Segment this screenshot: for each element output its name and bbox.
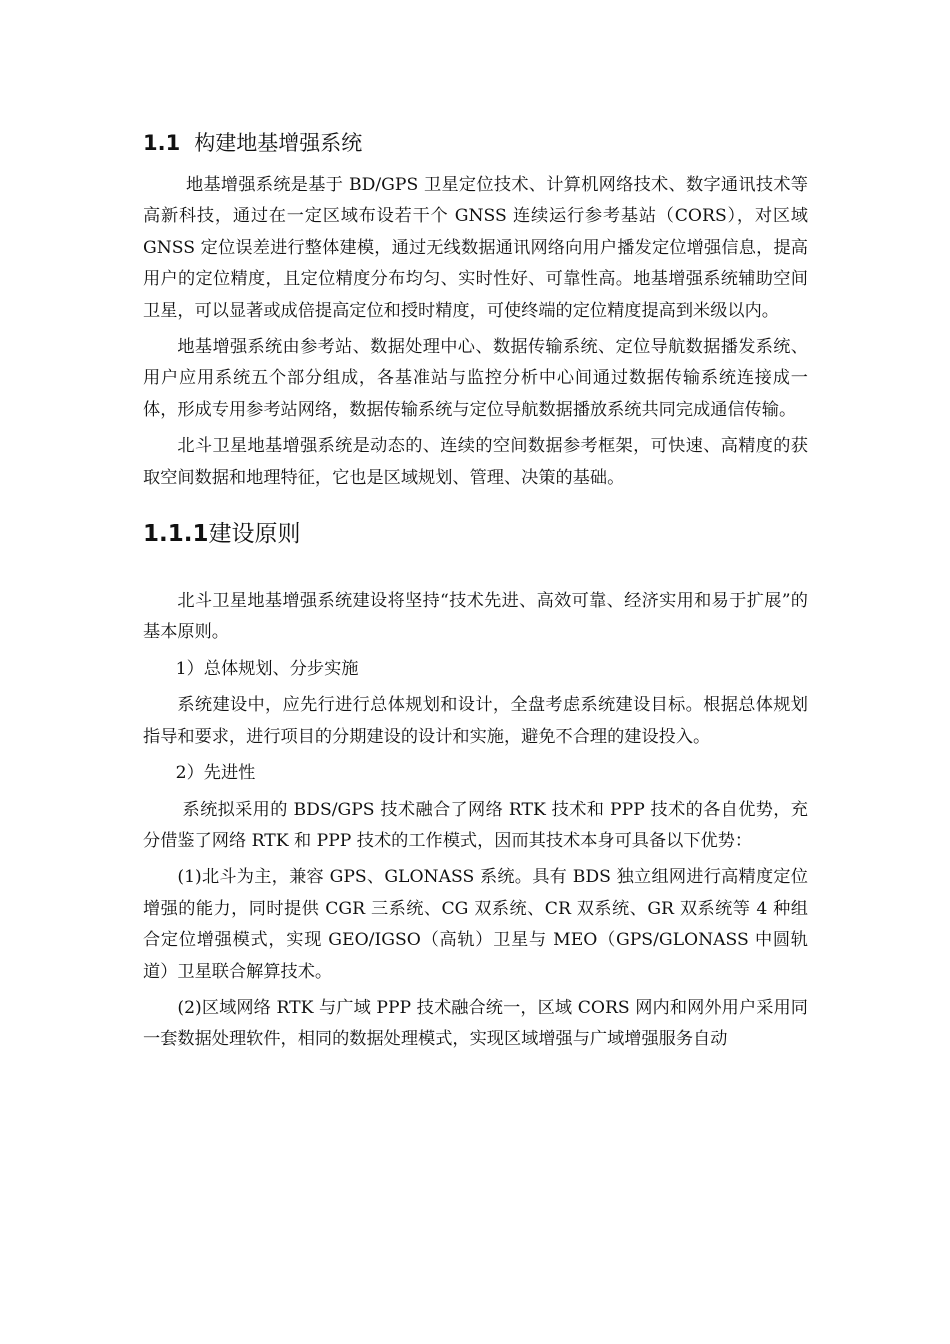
section-number: 1.1 <box>143 131 181 155</box>
section-heading-1-1 <box>143 120 808 166</box>
section-title: 构建地基增强系统 <box>194 131 363 155</box>
paragraph-system-components: 地基增强系统由参考站、数据处理中心、数据传输系统、定位导航数据播发系统、用户应用系统五个部分组成，各基准站与监控分析中心间通过数据传输系统连接成一体，形成专用参考站网络，数据传输系统与定位导航数据播放系统共同完成通信传输。 <box>143 337 808 420</box>
section-title: 建设原则 <box>208 521 301 548</box>
paragraph-principles-intro: 北斗卫星地基增强系统建设将坚持“技术先进、高效可靠、经济实用和易于扩展”的基本原则。 <box>143 591 808 643</box>
list-item-overall-planning: 1）总体规划、分步实施 <box>175 658 359 679</box>
paragraph-beidou-framework: 北斗卫星地基增强系统是动态的、连续的空间数据参考框架，可快速、高精度的获取空间数据和地理特征，它也是区域规划、管理、决策的基础。 <box>143 436 808 488</box>
paragraph-overall-planning: 系统建设中，应先行进行总体规划和设计，全盘考虑系统建设目标。根据总体规划指导和要求，进行项目的分期建设的设计和实施，避免不合理的建设投入。 <box>143 695 808 747</box>
paragraph-advanced: 系统拟采用的 BDS/GPS 技术融合了网络 RTK 技术和 PPP 技术的各自优势，充分借鉴了网络 RTK 和 PPP 技术的工作模式，因而其技术本身可具备以下优势： <box>143 799 808 851</box>
section-heading-1-1-1 <box>143 506 808 562</box>
sub-item-beidou-compatible: (1)北斗为主，兼容 GPS、GLONASS 系统。具有 BDS 独立组网进行高精度定位增强的能力，同时提供 CGR 三系统、CG 双系统、CR 双系统、GR 双系统等 4 种组合定位增强模式，实现 GEO/IGSO（高轨）卫星与 MEO（GPS/GLONASS 中圆轨道）卫星联合解算技术。 <box>143 867 808 982</box>
section-number: 1.1.1 <box>143 521 209 548</box>
paragraph-cors-intro: 地基增强系统是基于 BD/GPS 卫星定位技术、计算机网络技术、数字通讯技术等高新科技，通过在一定区域布设若干个 GNSS 连续运行参考基站（CORS），对区域 GNSS 定位误差进行整体建模，通过无线数据通讯网络向用户播发定位增强信息，提高用户的定位精度，且定位精度分布均匀、实时性好、可靠性高。地基增强系统辅助空间卫星，可以显著或成倍提高定位和授时精度，可使终端的定位精度提高到米级以内。 <box>143 175 808 321</box>
sub-item-rtk-ppp-fusion: (2)区域网络 RTK 与广域 PPP 技术融合统一，区域 CORS 网内和网外用户采用同一套数据处理软件，相同的数据处理模式，实现区域增强与广域增强服务自动 <box>143 997 808 1050</box>
list-item-advanced: 2）先进性 <box>175 763 256 784</box>
document-page <box>143 120 808 1056</box>
